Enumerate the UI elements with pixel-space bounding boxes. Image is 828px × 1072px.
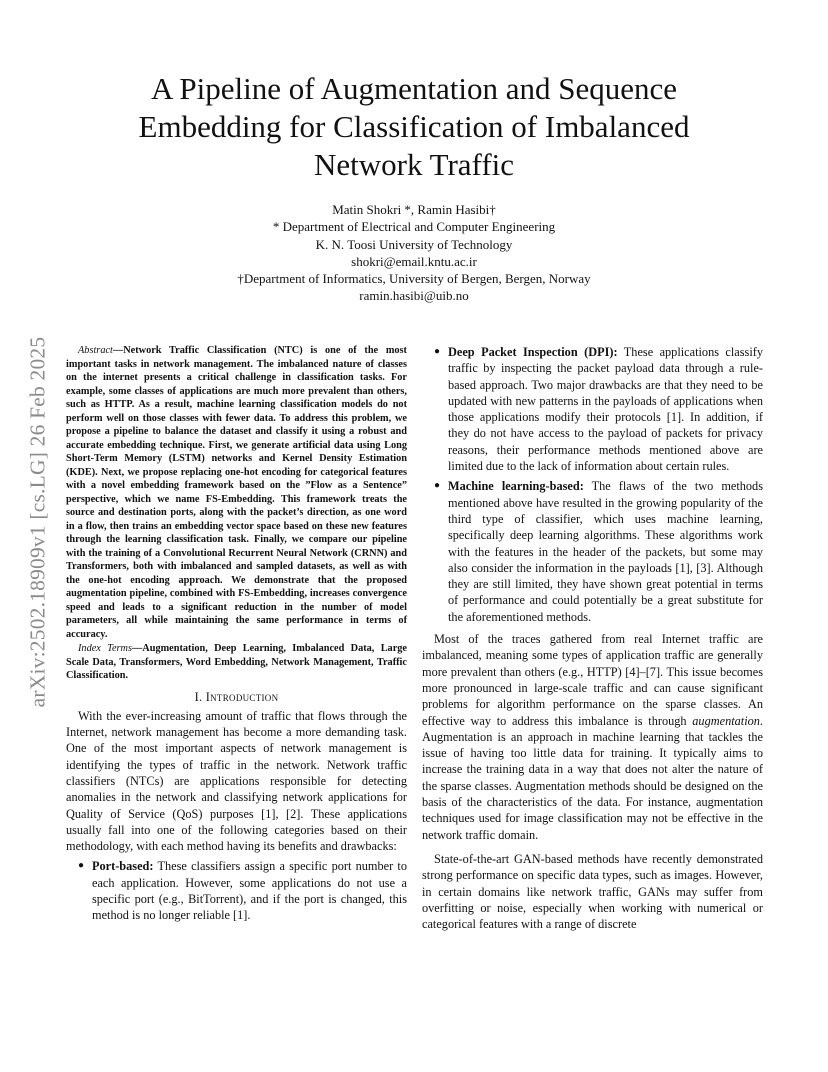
bullet-label-dpi: Deep Packet Inspection (DPI): <box>448 345 618 359</box>
list-item <box>422 344 763 474</box>
affiliation-2: †Department of Informatics, University of Bergen, Bergen, Norway <box>237 271 591 287</box>
intro-paragraph-1: With the ever-increasing amount of traffic that flows through the Internet, network management has become a more demanding task. One of the most important aspects of network management is identifying the types of traffic in the network. Network traffic classifiers (NTCs) are applications responsible for detecting anomalies in the network and classifying network applications for Quality of Service (QoS) purposes [1], [2]. These applications usually fall into one of the following categories based on their methodology, with each method having its benefits and drawbacks: <box>66 708 407 854</box>
bullet-dot: ● <box>434 346 441 357</box>
para2-text-before: Most of the traces gathered from real Internet traffic are imbalanced, meaning some types of application traffic are generally more prevalent than others (e.g., HTTP) [4]–[7]. This issue becomes more pronounced in large-scale traffic and can cause significant problems for algorithm performance on the sparse classes. An effective way to address this imbalance is through <box>422 632 763 728</box>
author-block <box>150 201 678 305</box>
affiliation-1-department: * Department of Electrical and Computer Engineering <box>272 219 556 235</box>
paper-title <box>100 70 728 184</box>
bullet-label-port-based: Port-based: <box>92 859 154 874</box>
left-column <box>66 344 407 927</box>
abstract-text: —Network Traffic Classification (NTC) is one of the most important tasks in network management. The imbalanced nature of classes on the internet presents a critical challenge in classification tasks. For example, some classes of applications are much more prevalent than others, such as HTTP. As a result, machine learning classification models do not perform well on those classes with fewer data. To address this problem, we propose a pipeline to balance the dataset and classify it using a robust and accurate embedding technique. First, we generate artificial data using Long Short-Term Memory (LSTM) networks and Kernel Density Estimation (KDE). Next, we propose replacing one-hot encoding for categorical features with a novel embedding framework based on the ”Flow as a Sentence” perspective, which we name FS-Embedding. This framework treats the source and destination ports, along with the packet’s direction, as one word in a flow, then trains an embedding vector space based on these new features through the learning classification task. Finally, we compare our pipeline with the training of a Convolutional Recurrent Neural Network (CRNN) and Transformers, both with imbalanced and sampled datasets, as well as with the one-hot encoding approach. We demonstrate that the proposed augmentation pipeline, combined with FS-Embedding, increases convergence speed and leads to a significant reduction in the number of model parameters, all while maintaining the same performance in terms of accuracy. <box>66 345 407 640</box>
list-item <box>422 478 763 625</box>
bullet-label-ml-based: Machine learning-based: <box>448 479 584 494</box>
bullet-list-right <box>422 344 763 625</box>
intro-paragraph-3: State-of-the-art GAN-based methods have recently demonstrated strong performance on specific data types, such as images. However, in certain domains like network traffic, GANs may suffer from overfitting or noise, especially when working with numerical or categorical features with a range of discrete <box>422 851 763 932</box>
title-line-3: Network Traffic <box>313 147 515 182</box>
affiliation-1-university: K. N. Toosi University of Technology <box>315 236 513 252</box>
title-line-2: Embedding for Classification of Imbalanced <box>138 109 690 144</box>
index-terms-label: Index Terms <box>78 643 132 654</box>
para2-emphasis: augmentation <box>692 713 760 728</box>
title-line-1: A Pipeline of Augmentation and Sequence <box>150 71 678 106</box>
right-column <box>422 344 763 932</box>
intro-paragraph-2 <box>422 631 763 843</box>
bullet-text-ml-based: The flaws of the two methods mentioned above have resulted in the growing popularity of the third type of classifier, which uses machine learning, specifically deep learning algorithms. These algorithms work with the features in the header of the packets, but some may also consider the information in the payloads [1], [3]. Although they are still limited, they have shown great potential in terms of performance and could potentially be a great substitute for the aforementioned methods. <box>448 479 763 624</box>
bullet-dot: ● <box>78 860 85 872</box>
author-names: Matin Shokri *, Ramin Hasibi† <box>332 202 496 217</box>
bullet-text-dpi: These applications classify traffic by inspecting the packet payload data through a rule-based approach. Two major drawbacks are that they need to be updated with new patterns in the payloads of applications when those applications modify their protocols [1]. In addition, if they do not have access to the payload of packets for privacy reasons, their performance methods mentioned above are limited due to the lack of information about certain rules. <box>448 345 763 474</box>
section-heading-introduction: I. Introduction <box>194 689 279 704</box>
abstract-label: Abstract <box>78 345 113 356</box>
index-terms <box>66 642 407 683</box>
bullet-text-port-based: These classifiers assign a specific port number to each application. However, some applications do not use a specific port (e.g., BitTorrent), and if the port is changed, this method is no longer reliable [1]. <box>92 859 407 923</box>
abstract <box>66 344 407 641</box>
affiliation-2-email: ramin.hasibi@uib.no <box>359 288 469 304</box>
index-terms-text: —Augmentation, Deep Learning, Imbalanced Data, Large Scale Data, Transformers, Word Embedding, Network Management, Traffic Classification. <box>66 643 407 681</box>
list-item <box>66 858 407 923</box>
bullet-list-left <box>66 858 407 923</box>
para2-text-after: . Augmentation is an approach in machine learning that tackles the issue of having too little data for training. It typically aims to increase the training data in a way that does not alter the nature of the sparse classes. Augmentation methods should be designed on the basis of the characteristics of the data. For instance, augmentation techniques used for image classification may not be effective in the network traffic domain. <box>422 713 763 842</box>
bullet-dot: ● <box>434 480 441 492</box>
affiliation-1-email: shokri@email.kntu.ac.ir <box>351 253 477 269</box>
arxiv-identifier-stamp: arXiv:2502.18909v1 [cs.LG] 26 Feb 2025 <box>25 336 50 708</box>
